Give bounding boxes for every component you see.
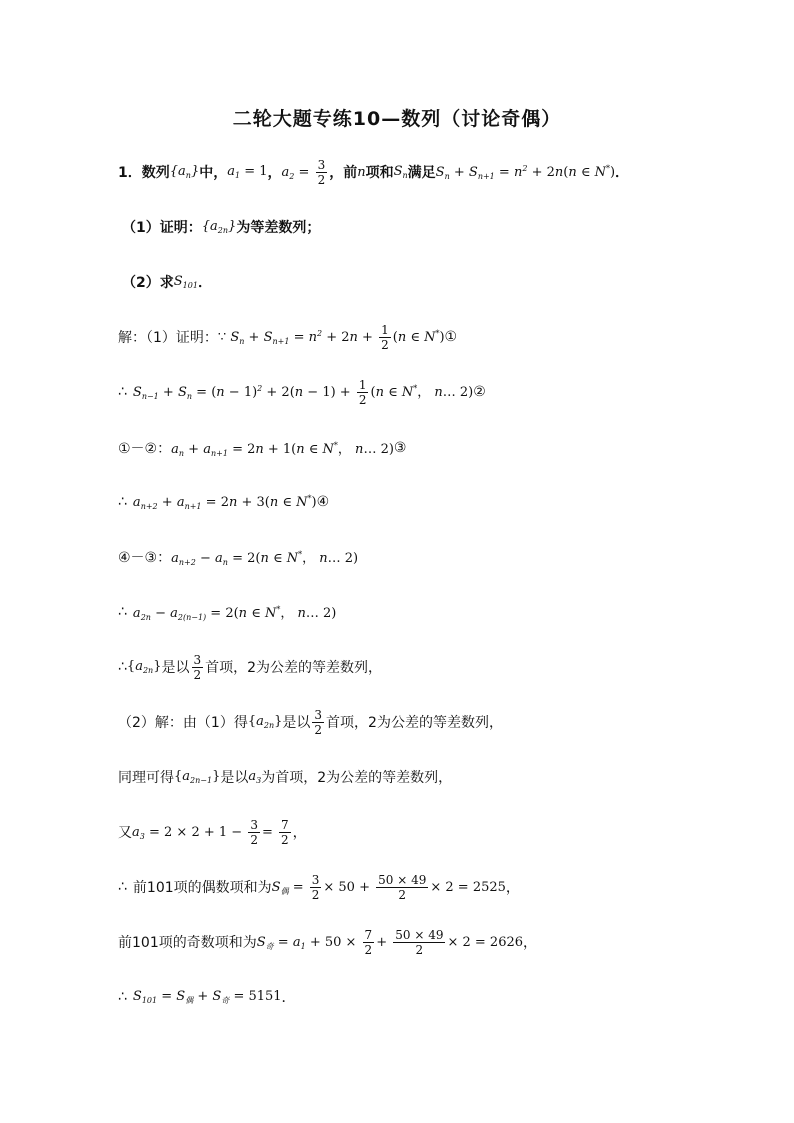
solution-line-13: ∴ $S_{101} = S_偶 + S_奇 = 5151$ ． (118, 988, 296, 1006)
solution-line-6: ∴ $a_{2n} - a_{2(n-1)} = 2(n$ ∈ N*， n… 2) (118, 604, 337, 622)
solution-line-11: ∴ 前101项的偶数项和为 $S_偶$ = $\frac{3}{2}$ × 50 + $\frac{50 \times 49}{2}$ × 2 = 2525 ， (118, 872, 520, 902)
solution-line-7: ∴ $\{a_{2n}\}$ 是以 $\frac{3}{2}$ 首项，2为公差的等差数列， (118, 652, 383, 682)
solution-line-8: （2）解：由（1）得 $\{a_{2n}\}$ 是以 $\frac{3}{2}$ 首项，2为公差的等差数列， (118, 707, 503, 737)
problem-statement: 1． 数列 $\{a_n\}$ 中， $a_1 = 1$ ， $a_2$ = $\frac{3}{2}$ ，前 n 项和 $S_n$ 满足 $S_n + S_{n+1} = n^2 + 2n(n$ ∈ N*) ． (118, 157, 630, 187)
solution-line-9: 同理可得 $\{a_{2n-1}\}$ 是以 $a_3$ 为首项，2为公差的等差数列， (118, 769, 453, 786)
solution-line-5: ④－③： $a_{n+2} - a_n = 2(n$ ∈ N*， n… 2) (118, 550, 359, 567)
document-title: 二轮大题专练10—数列（讨论奇偶） (232, 108, 562, 130)
part-1: （1）证明： $\{a_{2n}\}$ 为等差数列； (122, 219, 321, 236)
solution-line-1: 解：（1）证明： ∵ $S_n + S_{n+1} = n^2 + 2n$ + $\frac{1}{2}$ (n ∈ N*) ① (118, 322, 458, 352)
solution-line-2: ∴ $S_{n-1} + S_n = (n - 1)^2 + 2(n - 1)$ + $\frac{1}{2}$ (n ∈ N*， n… 2) ② (118, 377, 486, 407)
solution-line-4: ∴ $a_{n+2} + a_{n+1} = 2n + 3(n$ ∈ N*) ④ (118, 493, 330, 511)
part-2: （2）求 $S_{101}$ ． (122, 274, 212, 291)
solution-line-10: 又 $a_3 = 2 \times 2 + 1$ − $\frac{3}{2}$ = $\frac{7}{2}$ ， (118, 817, 307, 847)
solution-line-3: ①－②： $a_n + a_{n+1} = 2n + 1(n$ ∈ N*， n… 2) ③ (118, 440, 407, 458)
solution-line-12: 前101项的奇数项和为 $S_奇 = a_1 + 50$ × $\frac{7}{2}$ + $\frac{50 \times 49}{2}$ × 2 = 2626 ， (118, 927, 538, 957)
